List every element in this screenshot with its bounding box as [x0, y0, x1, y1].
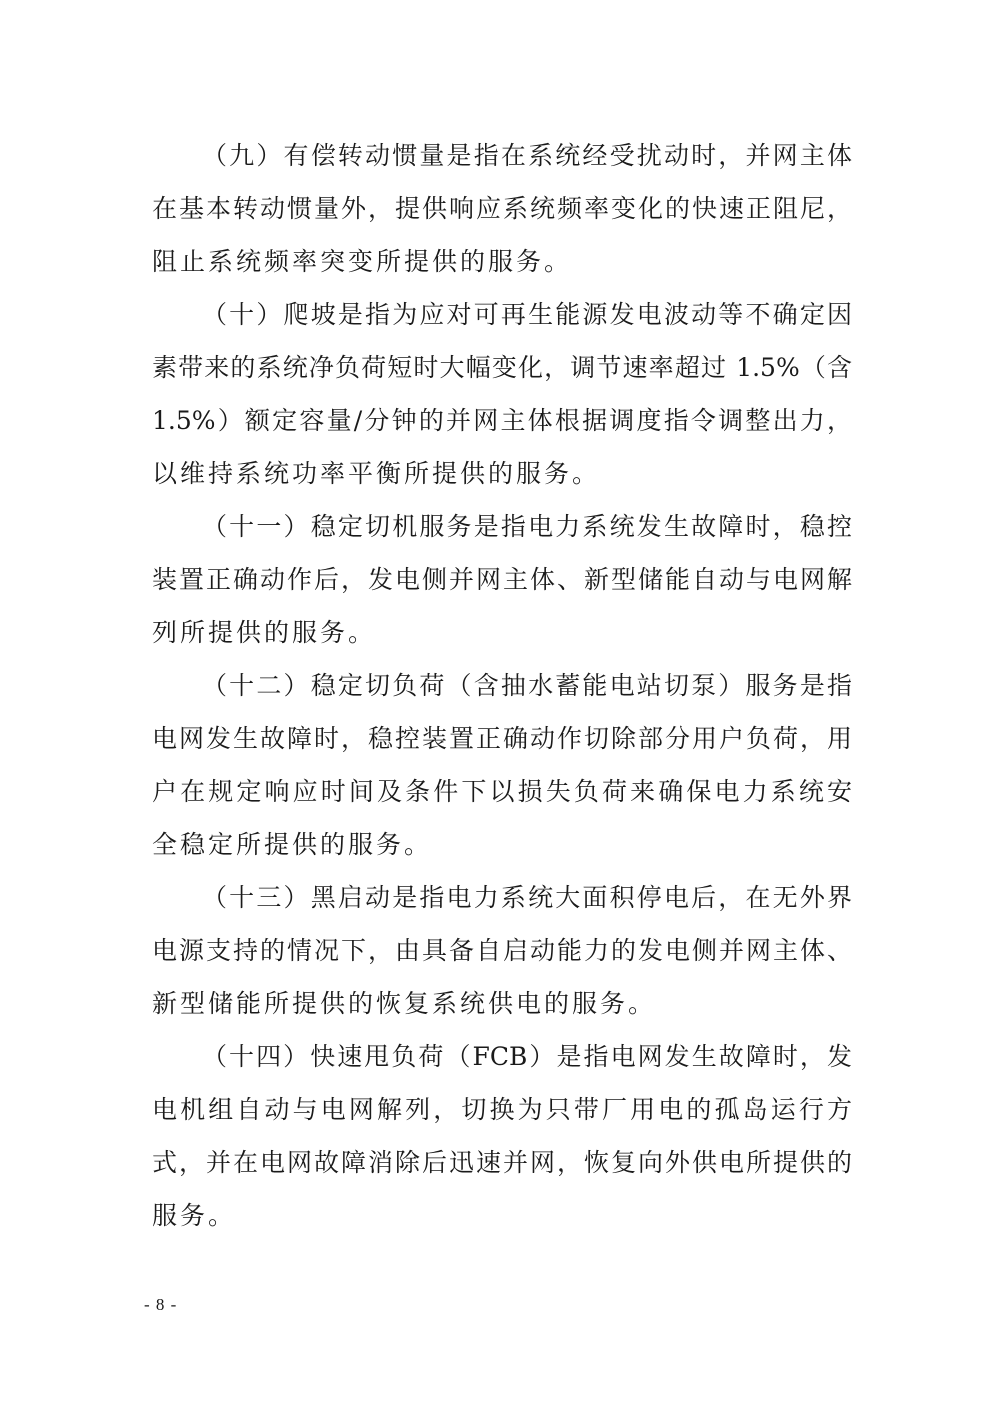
text-line: （十四）快速甩负荷（FCB）是指电网发生故障时，发	[202, 1042, 852, 1071]
text-line: 素带来的系统净负荷短时大幅变化，调节速率超过 1.5%（含	[152, 353, 852, 382]
text-line: 在基本转动惯量外，提供响应系统频率变化的快速正阻尼，	[152, 194, 852, 223]
text-line: 电网发生故障时，稳控装置正确动作切除部分用户负荷，用	[152, 724, 852, 753]
text-line: （十二）稳定切负荷（含抽水蓄能电站切泵）服务是指	[202, 671, 852, 700]
text-line: 以维持系统功率平衡所提供的服务。	[152, 459, 601, 488]
text-line: （十三）黑启动是指电力系统大面积停电后，在无外界	[202, 883, 852, 912]
text-line: （九）有偿转动惯量是指在系统经受扰动时，并网主体	[202, 141, 852, 170]
text-line: 阻止系统频率突变所提供的服务。	[152, 247, 573, 276]
text-line: 全稳定所提供的服务。	[152, 830, 433, 859]
text-line: 列所提供的服务。	[152, 618, 377, 647]
text-line: 户在规定响应时间及条件下以损失负荷来确保电力系统安	[152, 777, 852, 806]
text-line: 1.5%）额定容量/分钟的并网主体根据调度指令调整出力，	[152, 406, 852, 435]
paragraph-12	[152, 659, 852, 871]
paragraph-13	[152, 871, 852, 1030]
paragraph-9	[152, 129, 852, 288]
text-line: 服务。	[152, 1201, 237, 1230]
paragraph-14	[152, 1030, 852, 1242]
text-line: 装置正确动作后，发电侧并网主体、新型储能自动与电网解	[152, 565, 852, 594]
text-line: 电源支持的情况下，由具备自启动能力的发电侧并网主体、	[152, 936, 852, 965]
text-line: （十一）稳定切机服务是指电力系统发生故障时，稳控	[202, 512, 852, 541]
text-line: （十）爬坡是指为应对可再生能源发电波动等不确定因	[202, 300, 852, 329]
paragraph-11	[152, 500, 852, 659]
body-text	[152, 129, 852, 1242]
text-line: 新型储能所提供的恢复系统供电的服务。	[152, 989, 657, 1018]
page-number: - 8 -	[144, 1295, 178, 1314]
text-line: 式，并在电网故障消除后迅速并网，恢复向外供电所提供的	[152, 1148, 852, 1177]
text-line: 电机组自动与电网解列，切换为只带厂用电的孤岛运行方	[152, 1095, 852, 1124]
paragraph-10	[152, 288, 852, 500]
